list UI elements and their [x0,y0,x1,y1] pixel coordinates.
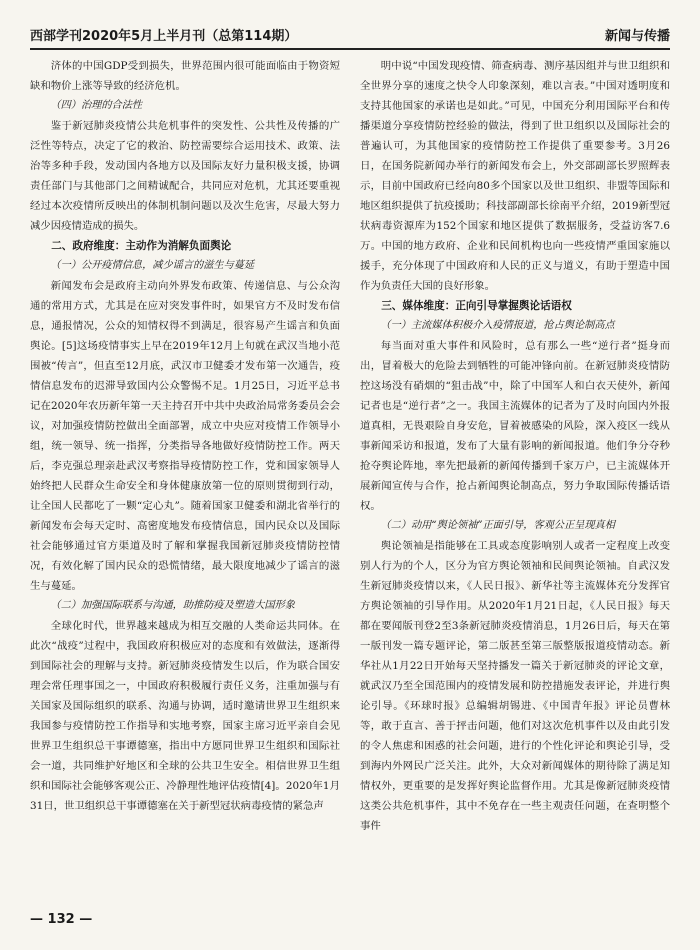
paragraph: 济体的中国GDP受到损失，世界范围内很可能面临由于物资短缺和物价上涨等导致的经济危机。 [30,60,340,92]
article-body [30,56,670,896]
paragraph: 每当面对重大事件和风险时，总有那么一些“逆行者”挺身而出，冒着极大的危险去到牺牲的可能冲锋向前。在新冠肺炎疫情防控这场没有硝烟的“狙击战”中，除了中国军人和白衣天使外，新闻记者也是“逆行者”之一。我国主流媒体的记者为了及时向国内外报道真相，无畏艰险自身安危，冒着被感染的风险，深入疫区一线从事新闻采访和报道，发布了大量有影响的新闻报道。他们争分夺秒抢夺舆论阵地，率先把最新的新闻传播到千家万户，已主流媒体开展新闻宣传与合作，抢占新闻舆论制高点，努力争取国际传播话语权。 [360,340,670,512]
paragraph: 新闻发布会是政府主动向外界发布政策、传递信息、与公众沟通的常用方式，尤其是在应对突发事件时，如果官方不及时发布信息，通报情况，公众的知情权得不到满足，很容易产生谣言和负面舆论。[5]这场疫情事实上早在2019年12月上旬就在武汉当地小范围被“传言”，但直至12月底，武汉市卫健委才发布第一次通告，疫情信息发布的迟滞导致国内公众警惕不足。1月25日，习近平总书记在2020年农历新年第一天主持召开中共中央政治局常务委员会会议，对加强疫情防控做出全面部署，成立中央应对疫情工作领导小组，统一领导、统一指挥，分类指导各地做好疫情防控工作。两天后，李克强总理亲赴武汉考察指导疫情防控工作，党和国家领导人始终把人民群众生命安全和身体健康放第一位的原则贯彻到行动，让全国人民都吃了一颗“定心丸”。随着国家卫健委和湖北省举行的新闻发布会每天定时、高密度地发布疫情信息，国内民众以及国际社会能够通过官方渠道及时了解和掌握我国新冠肺炎疫情防控情况，有效化解了国内民众的恐慌情绪，最大限度地减少了谣言的滋生与蔓延。 [30,280,340,592]
paragraph: 全球化时代，世界越来越成为相互交融的人类命运共同体。在此次“战疫”过程中，我国政府积极应对的态度和有效做法，逐渐得到国际社会的理解与支持。新冠肺炎疫情发生以后，作为联合国安理会常任理事国之一，中国政府积极履行责任义务，注重加强与有关国家及国际组织的联系、沟通与协调，适时邀请世界卫生组织来我国参与疫情防控工作指导和实地考察，国家主席习近平亲自会见世界卫生组织总干事谭德塞，指出中方愿同世界卫生组织和国际社会一道，共同维护好地区和全球的公共卫生安全。相信世界卫生组织和国际社会能够客观公正、冷静理性地评估疫情[4]。2020年1月31日，世卫组织总干事谭德塞在关于新型冠状病毒疫情的紧急声 [30,620,340,812]
paragraph: 明中说“中国发现疫情、筛查病毒、测序基因组并与世卫组织和全世界分享的速度之快令人印象深刻，难以言表。”中国对透明度和支持其他国家的承诺也是如此。”可见，中国充分利用国际平台和传播渠道分享疫情防控经验的做法，得到了世卫组织以及国际社会的普遍认可，为其他国家的疫情防控工作提供了重要参考。3月26日，在国务院新闻办举行的新闻发布会上，外交部副部长罗照辉表示，目前中国政府已经向80多个国家以及世卫组织、非盟等国际和地区组织提供了抗疫援助；科技部副部长徐南平介绍，2019新型冠状病毒资源库为152个国家和地区提供了数据服务，受益访客7.6万。中国的地方政府、企业和民间机构也向一些疫情严重国家施以援手，充分体现了中国政府和人民的正义与道义，有助于塑造中国作为负责任大国的良好形象。 [360,60,670,292]
subsection-heading: （一）公开疫情信息，减少谣言的滋生与蔓延 [50,260,255,271]
right-column [360,56,670,896]
page-number: — 132 — [30,912,93,927]
page-header [30,22,670,50]
subsection-heading: （二）动用“舆论领袖”正面引导，客观公正呈现真相 [380,520,615,531]
journal-info: 西部学刊2020年5月上半月刊（总第114期） [30,29,298,44]
section-heading: 三、媒体维度：正向引导掌握舆论话语权 [381,300,572,312]
left-column [30,56,340,896]
section-heading: 二、政府维度：主动作为消解负面舆论 [51,240,232,252]
paragraph: 舆论领袖是指能够在工具或态度影响别人或者一定程度上改变别人行为的个人，区分为官方舆论领袖和民间舆论领袖。自武汉发生新冠肺炎疫情以来，《人民日报》、新华社等主流媒体充分发挥官方舆论领袖的引导作用。从2020年1月21日起，《人民日报》每天都在要闻版刊登2至3条新冠肺炎疫情消息，1月26日后，每天在第一版刊发一篇专题评论，第二版甚至第三版整版报道疫情动态。新华社从1月22日开始每天坚持播发一篇关于新冠肺炎的评论文章，就武汉乃至全国范围内的疫情发展和防控措施发表评论，并进行舆论引导。《环球时报》总编辑胡锡进、《中国青年报》评论员曹林等，敢于直言、善于抨击问题，他们对这次危机事件以及由此引发的令人焦虑和困惑的社会问题，进行的个性化评论和舆论引导，受到海内外网民广泛关注。此外，大众对新闻媒体的期待除了满足知情权外，更重要的是发挥好舆论监督作用。尤其是像新冠肺炎疫情这类公共危机事件，其中不免存在一些主观责任问题，在查明整个事件 [360,540,670,832]
subsection-heading: （一）主流媒体积极介入疫情报道，抢占舆论制高点 [380,320,615,331]
subsection-heading: （四）治理的合法性 [50,100,143,111]
section-title: 新闻与传播 [604,29,670,44]
paragraph: 鉴于新冠肺炎疫情公共危机事件的突发性、公共性及传播的广泛性等特点，决定了它的救治、防控需要综合运用技术、政策、法治等多种手段，发动国内各地方以及国际友好力量积极支援，协调责任部门与其他部门之间精诚配合，共同应对危机，尤其还要重视经过本次疫情所反映出的体制机制问题以及次生危害，尽最大努力减少因疫情造成的损失。 [30,120,340,232]
subsection-heading: （二）加强国际联系与沟通，助推防疫及塑造大国形象 [50,600,295,611]
